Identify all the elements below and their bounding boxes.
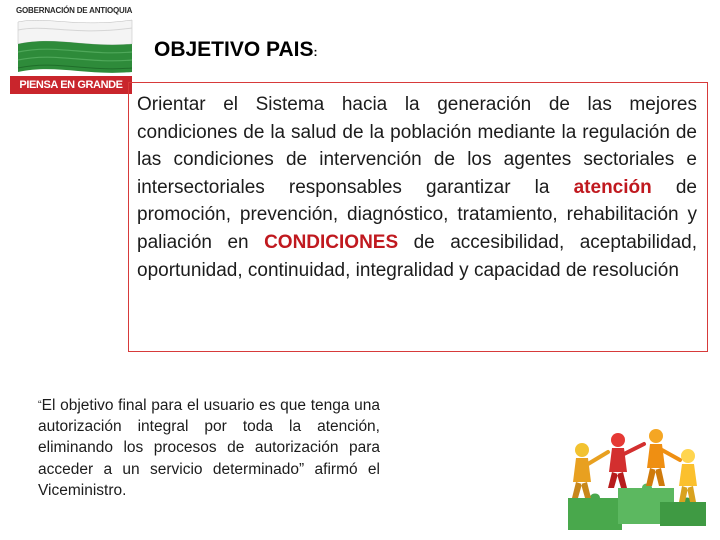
gobernacion-logo xyxy=(8,4,132,94)
quote-open-mark: “ xyxy=(38,399,42,411)
objective-part-1: Orientar el Sistema hacia la generación de las mejores condiciones de la salud de la población mediante la regulación de las condiciones de intervención de los agentes sectoriales e intersectoriales responsables garantizar la xyxy=(137,94,697,198)
title-colon: : xyxy=(313,45,318,59)
quote-text: El objetivo final para el usuario es que tenga una autorización integral por toda la atención, eliminando los procesos de autorización para acceder a un servicio determinado” afirmó el Viceministro. xyxy=(38,397,380,499)
objective-text xyxy=(137,91,697,284)
piensa-en-grande-banner: PIENSA EN GRANDE xyxy=(10,76,132,94)
objective-box xyxy=(128,82,708,352)
objective-part-2: de promoción, prevención, diagnóstico, tratamiento, rehabilitación y paliación en xyxy=(137,176,698,253)
logo-gov-text: GOBERNACIÓN DE ANTIOQUIA xyxy=(16,6,133,15)
teamwork-puzzle-figures-icon xyxy=(560,410,710,535)
objective-part-3: de accesibilidad, aceptabilidad, oportunidad, continuidad, integralidad y capacidad de resolución xyxy=(137,231,697,281)
title-text: OBJETIVO PAIS xyxy=(154,38,314,61)
viceministro-quote xyxy=(38,395,380,501)
highlight-condiciones: CONDICIONES xyxy=(264,231,399,253)
highlight-atencion: atención xyxy=(573,176,652,198)
antioquia-flag-icon xyxy=(16,18,134,74)
page-title xyxy=(154,38,317,62)
